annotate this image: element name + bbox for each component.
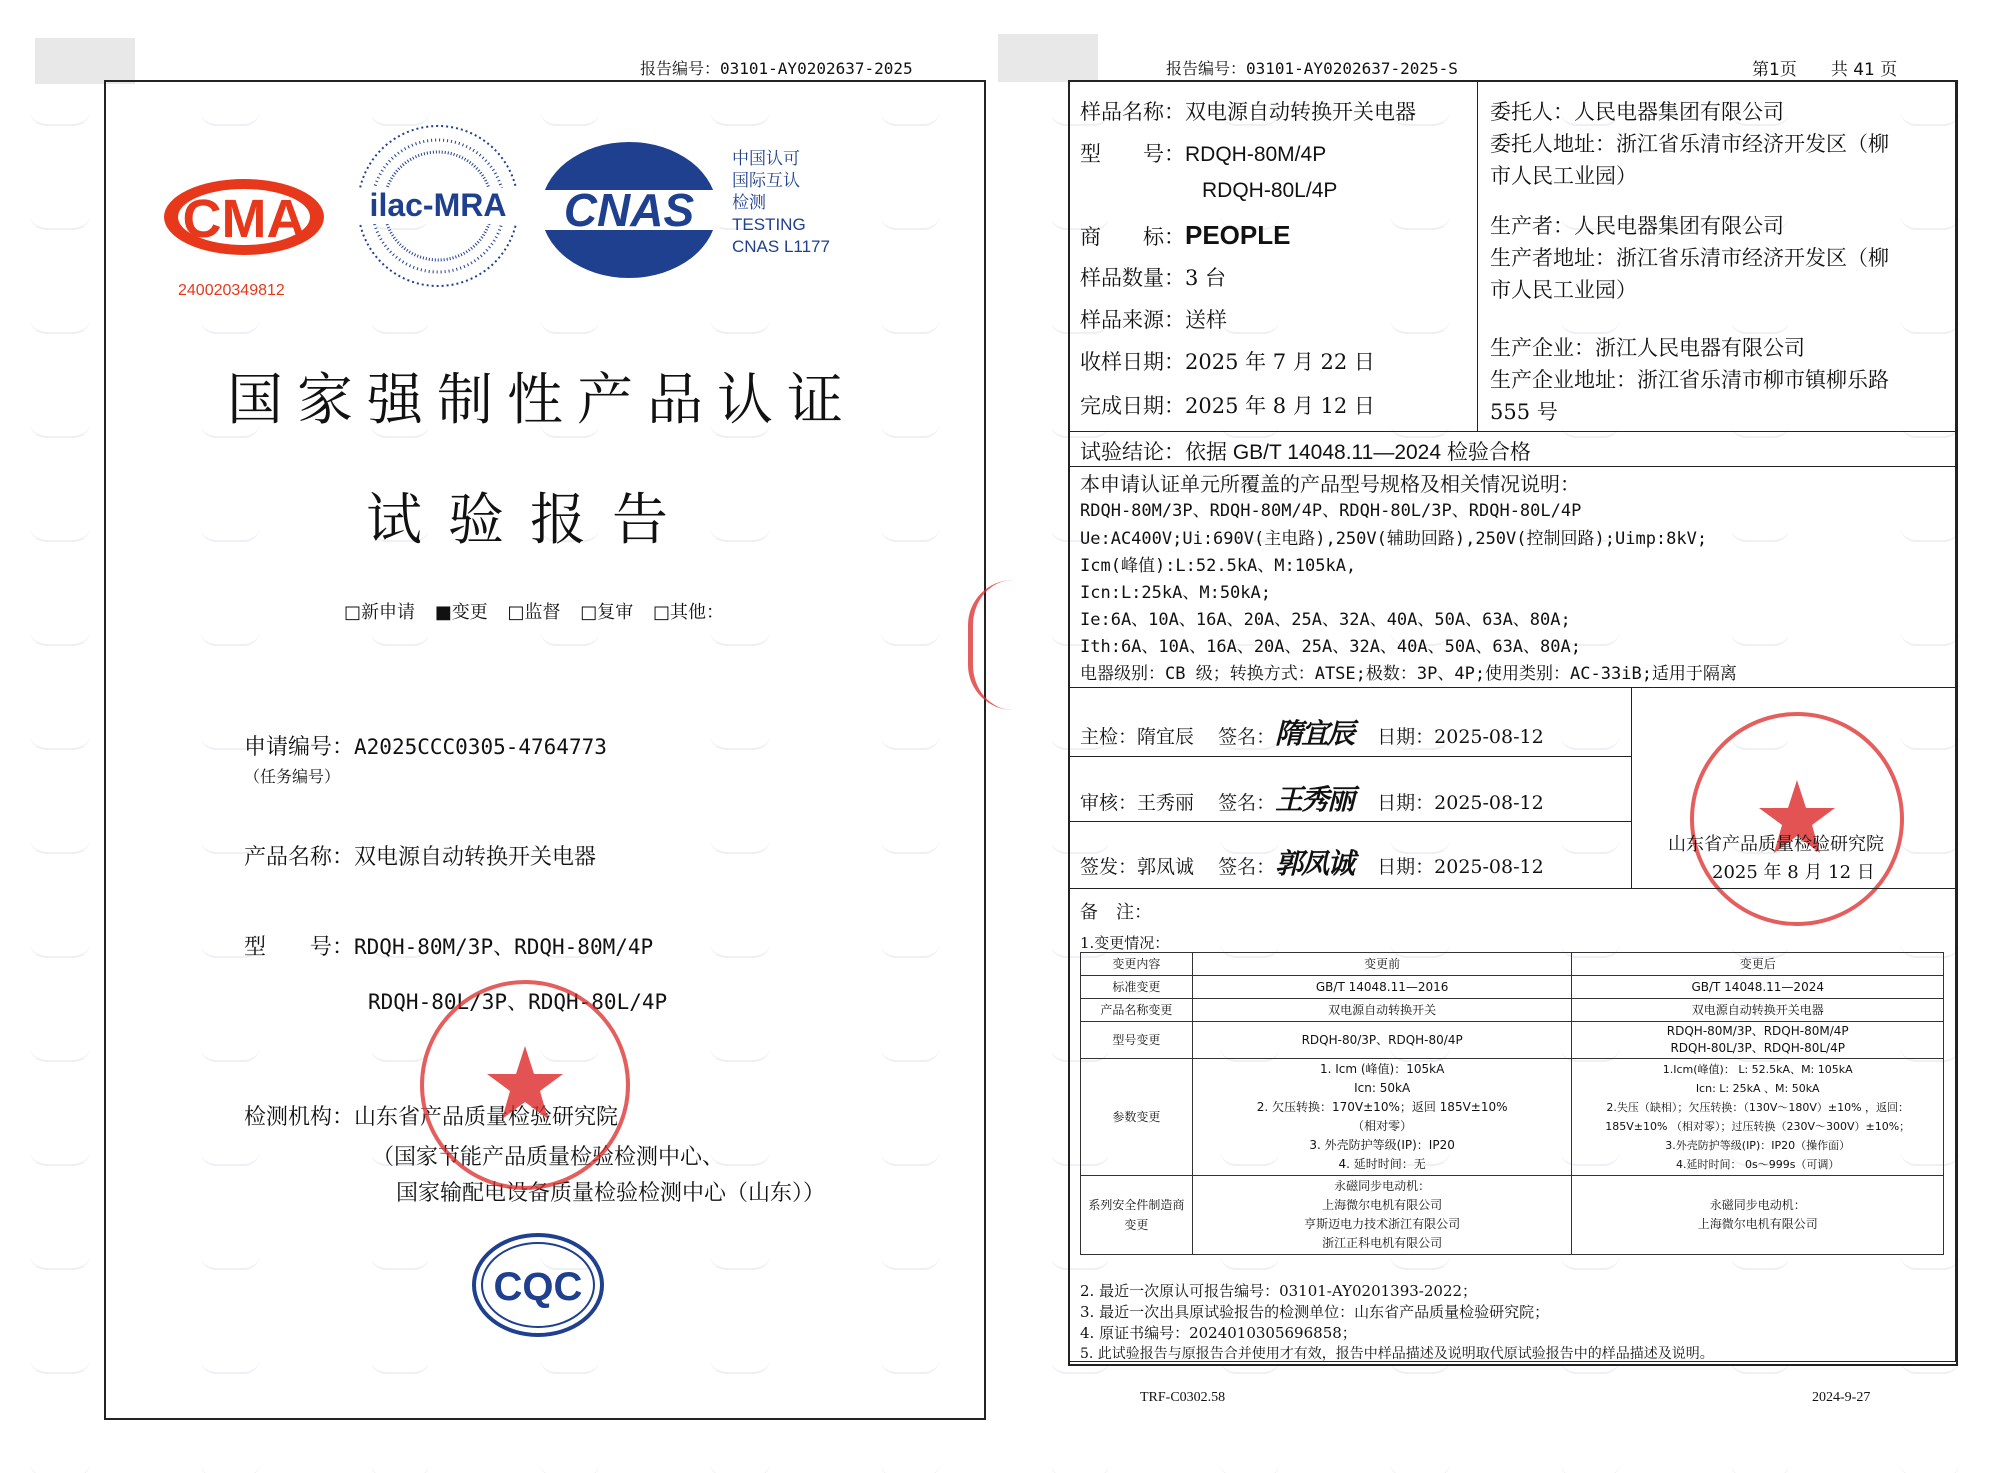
model-line-2-text: RDQH-80L/3P、RDQH-80L/4P bbox=[368, 990, 668, 1014]
table-row bbox=[1081, 999, 1944, 1022]
change-table bbox=[1080, 952, 1944, 1255]
check-other: □其他： bbox=[653, 602, 725, 623]
sig-label: 签名： bbox=[1218, 726, 1276, 748]
cell-line: 4.延时时间： 0s～999s（可调） bbox=[1675, 1158, 1840, 1171]
watermark-mark bbox=[30, 1358, 90, 1374]
table-cell bbox=[1192, 1176, 1572, 1255]
ilac-text: ilac-MRA bbox=[369, 187, 507, 223]
producer-address-2: 市人民工业园） bbox=[1490, 278, 1637, 302]
signature-row-reviewer bbox=[1080, 778, 1544, 818]
spec-line: Icm(峰值):L:52.5kA、M:105kA, bbox=[1080, 556, 1357, 576]
note-line: 2. 最近一次原认可报告编号：03101-AY0201393-2022； bbox=[1080, 1282, 1478, 1300]
check-change: ■变更 bbox=[434, 602, 488, 623]
client-address-2: 市人民工业园） bbox=[1490, 164, 1637, 188]
table-cell bbox=[1572, 1022, 1944, 1059]
r-model-1: RDQH-80M/4P bbox=[1185, 143, 1327, 166]
table-row bbox=[1081, 1176, 1944, 1255]
table-cell: GB/T 14048.11—2016 bbox=[1192, 976, 1572, 999]
watermark-mark bbox=[30, 734, 90, 750]
receive-date-row bbox=[1080, 346, 1375, 376]
done-label: 完成日期： bbox=[1080, 394, 1185, 418]
table-row bbox=[1081, 1022, 1944, 1059]
recv-label: 收样日期： bbox=[1080, 350, 1185, 374]
sig-label: 签名： bbox=[1218, 856, 1276, 878]
left-report-number: 报告编号：03101-AY0202637-2025 bbox=[640, 59, 913, 78]
cnas-text: CNAS bbox=[563, 184, 695, 236]
table-cell bbox=[1192, 1059, 1572, 1176]
handwritten-signature: 郭凤诚 bbox=[1275, 847, 1354, 880]
model-label: 型 号： bbox=[244, 935, 355, 960]
cell-line: 3.外壳防护等级(IP)：IP20（操作面） bbox=[1665, 1139, 1851, 1152]
sample-info-cell bbox=[1068, 80, 1478, 432]
cell-line: （相对零） bbox=[1352, 1119, 1413, 1133]
table-header-cell: 变更后 bbox=[1572, 953, 1944, 976]
client-address-1: 委托人地址：浙江省乐清市经济开发区（柳 bbox=[1490, 132, 1889, 156]
cell-line: Icn: 50kA bbox=[1354, 1081, 1411, 1095]
table-cell: 双电源自动转换开关 bbox=[1192, 999, 1572, 1022]
cell-line: 2.失压（缺相）；欠压转换：（130V～180V）±10% ，返回： bbox=[1606, 1101, 1910, 1114]
cell-line: 上海微尔电机有限公司 bbox=[1322, 1198, 1443, 1212]
source-value: 送样 bbox=[1185, 308, 1227, 332]
cqc-text: CQC bbox=[493, 1265, 583, 1309]
change-title: 1.变更情况： bbox=[1080, 934, 1170, 952]
footer-form-number: TRF-C0302.58 bbox=[1140, 1390, 1226, 1405]
sig-role: 主检：隋宜辰 bbox=[1080, 726, 1195, 748]
cell-line: 2. 欠压转换：170V±10%；返回 185V±10% bbox=[1256, 1100, 1508, 1114]
conclusion bbox=[1080, 436, 1531, 466]
right-report-number: 报告编号：03101-AY0202637-2025-S bbox=[1166, 59, 1458, 78]
sig-role: 签发：郭凤诚 bbox=[1080, 856, 1195, 878]
spec-line: 电器级别：CB 级；转换方式：ATSE;极数：3P、4P;使用类别：AC-33iB;适用于隔离 bbox=[1080, 664, 1737, 684]
check-supervise: □监督 bbox=[507, 602, 561, 623]
spec-line: Ue:AC400V;Ui:690V(主电路),250V(辅助回路),250V(控制回路);Uimp:8kV; bbox=[1080, 529, 1708, 549]
cell-line: 3. 外壳防护等级(IP)：IP20 bbox=[1309, 1138, 1455, 1152]
factory-address-1: 生产企业地址：浙江省乐清市柳市镇柳乐路 bbox=[1490, 368, 1889, 392]
source-label: 样品来源： bbox=[1080, 308, 1185, 332]
ilac-mra-logo bbox=[352, 120, 524, 292]
watermark-mark bbox=[880, 1462, 940, 1473]
product-name bbox=[244, 840, 596, 871]
watermark-mark bbox=[200, 1462, 260, 1473]
brand-value: PEOPLE bbox=[1185, 220, 1291, 250]
table-cell bbox=[1572, 1059, 1944, 1176]
product-label: 产品名称： bbox=[244, 845, 355, 870]
product-value: 双电源自动转换开关电器 bbox=[354, 845, 597, 870]
cnas-side-text bbox=[732, 148, 830, 258]
table-header-cell: 变更内容 bbox=[1081, 953, 1193, 976]
watermark-mark bbox=[30, 110, 90, 126]
lab-line-2: （国家节能产品质量检验检测中心、 bbox=[372, 1145, 725, 1170]
note-line: 5. 此试验报告与原报告合并使用才有效，报告中样品描述及说明取代原试验报告中的样品描述及说明。 bbox=[1080, 1346, 1714, 1362]
sig-date: 日期：2025-08-12 bbox=[1377, 726, 1544, 748]
model-2 bbox=[1202, 178, 1337, 203]
cnas-side-line: 中国认可 bbox=[732, 149, 800, 168]
cell-line: 永磁同步电动机： bbox=[1334, 1179, 1431, 1193]
cell-line: 永磁同步电动机： bbox=[1709, 1198, 1806, 1212]
qty-value: 3 台 bbox=[1185, 266, 1227, 290]
sig-date: 日期：2025-08-12 bbox=[1377, 856, 1544, 878]
complete-date-row bbox=[1080, 390, 1375, 420]
table-cell: GB/T 14048.11—2024 bbox=[1572, 976, 1944, 999]
cell-line: 1.Icm(峰值)： L: 52.5kA、M: 105kA bbox=[1662, 1063, 1853, 1076]
table-cell: 型号变更 bbox=[1081, 1022, 1193, 1059]
lab-line-3: 国家输配电设备质量检验检测中心（山东）） bbox=[396, 1181, 826, 1206]
cell-line: RDQH-80M/3P、RDQH-80M/4P bbox=[1666, 1024, 1849, 1038]
table-row bbox=[1081, 1059, 1944, 1176]
model-field bbox=[244, 930, 653, 961]
lab-line-1: 山东省产品质量检验研究院 bbox=[354, 1105, 619, 1130]
watermark-mark bbox=[1560, 1462, 1620, 1473]
qty-label: 样品数量： bbox=[1080, 266, 1185, 290]
cnas-side-line: 国际互认 bbox=[732, 171, 800, 190]
footer-form-date: 2024-9-27 bbox=[1812, 1390, 1871, 1405]
remarks-label: 备 注： bbox=[1080, 902, 1152, 923]
factory-address-2: 555 号 bbox=[1490, 400, 1558, 424]
signature-row-inspector bbox=[1080, 712, 1544, 752]
conclusion-value: 依据 GB/T 14048.11—2024 检验合格 bbox=[1185, 441, 1531, 464]
stamp-date-text: 2025 年 8 月 12 日 bbox=[1712, 862, 1875, 883]
table-cell: RDQH-80/3P、RDQH-80/4P bbox=[1192, 1022, 1572, 1059]
cell-line: Icn: L: 25kA 、M: 50kA bbox=[1695, 1082, 1820, 1095]
table-row bbox=[1081, 976, 1944, 999]
watermark-mark bbox=[30, 630, 90, 646]
cell-line: 185V±10% （相对零）；过压转换（230V～300V）±10%； bbox=[1605, 1120, 1911, 1133]
sig-role: 审核：王秀丽 bbox=[1080, 792, 1195, 814]
spec-line: Icn:L:25kA、M:50kA; bbox=[1080, 583, 1271, 603]
watermark-mark bbox=[30, 1150, 90, 1166]
table-cell: 参数变更 bbox=[1081, 1059, 1193, 1176]
table-cell: 标准变更 bbox=[1081, 976, 1193, 999]
brand-label: 商 标： bbox=[1080, 225, 1185, 249]
spec-line: RDQH-80M/3P、RDQH-80M/4P、RDQH-80L/3P、RDQH-80L/4P bbox=[1080, 501, 1582, 521]
sig-label: 签名： bbox=[1218, 792, 1276, 814]
conclusion-label: 试验结论： bbox=[1080, 440, 1185, 464]
lab-label: 检测机构： bbox=[244, 1105, 355, 1130]
r-model-label: 型 号： bbox=[1080, 142, 1185, 166]
left-title-main: 国家强制性产品认证 bbox=[227, 368, 857, 433]
cma-logo bbox=[160, 175, 328, 275]
cell-line: 1. Icm (峰值)：105kA bbox=[1319, 1062, 1445, 1076]
sig-date: 日期：2025-08-12 bbox=[1377, 792, 1544, 814]
cnas-side-line: TESTING bbox=[732, 215, 806, 234]
watermark-mark bbox=[1730, 1462, 1790, 1473]
check-new: □新申请 bbox=[344, 602, 416, 623]
cell-line: 浙江正科电机有限公司 bbox=[1322, 1236, 1443, 1250]
redaction-box-right bbox=[998, 34, 1098, 82]
cqc-logo bbox=[470, 1230, 606, 1340]
watermark-mark bbox=[30, 942, 90, 958]
model-line-1: RDQH-80M/3P、RDQH-80M/4P bbox=[354, 935, 654, 959]
table-cell bbox=[1572, 1176, 1944, 1255]
watermark-mark bbox=[30, 214, 90, 230]
handwritten-signature: 隋宜辰 bbox=[1275, 717, 1354, 750]
redaction-box-left bbox=[35, 38, 135, 84]
left-title-sub: 试验报告 bbox=[366, 488, 694, 553]
producer-address-1: 生产者地址：浙江省乐清市经济开发区（柳 bbox=[1490, 246, 1889, 270]
watermark-mark bbox=[370, 1462, 430, 1473]
cnas-side-line: CNAS L1177 bbox=[732, 237, 830, 256]
table-cell: 产品名称变更 bbox=[1081, 999, 1193, 1022]
cell-line: 4. 延时时间：无 bbox=[1338, 1157, 1426, 1171]
cell-line: 上海微尔电机有限公司 bbox=[1697, 1217, 1818, 1231]
table-header-row bbox=[1081, 953, 1944, 976]
table-cell: 系列安全件制造商变更 bbox=[1081, 1176, 1193, 1255]
qty-row bbox=[1080, 262, 1226, 292]
r-model-2: RDQH-80L/4P bbox=[1202, 179, 1338, 202]
cnas-logo bbox=[538, 140, 720, 280]
watermark-mark bbox=[30, 1046, 90, 1062]
cnas-side-line: 检测 bbox=[732, 193, 766, 212]
watermark-mark bbox=[540, 1462, 600, 1473]
brand-row bbox=[1080, 220, 1290, 251]
application-type-checks bbox=[344, 598, 738, 624]
cma-text: CMA bbox=[182, 189, 306, 249]
right-page-number: 第1页 共 41 页 bbox=[1752, 60, 1898, 80]
watermark-mark bbox=[1220, 1462, 1280, 1473]
watermark-mark bbox=[710, 1462, 770, 1473]
table-header-cell: 变更前 bbox=[1192, 953, 1572, 976]
sample-name: 样品名称：双电源自动转换开关电器 bbox=[1080, 100, 1416, 124]
cell-line: 亨斯迈电力技术浙江有限公司 bbox=[1304, 1217, 1461, 1231]
note-line: 4. 原证书编号：2024010305696858； bbox=[1080, 1324, 1357, 1342]
source-row bbox=[1080, 304, 1227, 334]
note-line: 3. 最近一次出具原试验报告的检测单位：山东省产品质量检验研究院； bbox=[1080, 1303, 1550, 1321]
watermark-mark bbox=[30, 1462, 90, 1473]
cma-number: 240020349812 bbox=[178, 282, 285, 299]
left-official-stamp bbox=[420, 980, 630, 1190]
stamp-org-text: 山东省产品质量检验研究院 bbox=[1668, 834, 1884, 855]
task-number-label: （任务编号） bbox=[244, 767, 341, 786]
watermark-mark bbox=[1390, 1462, 1450, 1473]
application-number bbox=[244, 730, 607, 761]
signature-row-issuer bbox=[1080, 842, 1544, 882]
recv-value: 2025 年 7 月 22 日 bbox=[1185, 350, 1375, 374]
producer: 生产者：人民电器集团有限公司 bbox=[1490, 214, 1784, 238]
app-no-label: 申请编号： bbox=[244, 735, 355, 760]
done-value: 2025 年 8 月 12 日 bbox=[1185, 394, 1375, 418]
watermark-mark bbox=[30, 318, 90, 334]
spec-title: 本申请认证单元所覆盖的产品型号规格及相关情况说明： bbox=[1080, 472, 1580, 496]
client: 委托人：人民电器集团有限公司 bbox=[1490, 100, 1784, 124]
cell-line: RDQH-80L/3P、RDQH-80L/4P bbox=[1670, 1041, 1845, 1055]
watermark-mark bbox=[30, 1254, 90, 1270]
factory: 生产企业：浙江人民电器有限公司 bbox=[1490, 336, 1805, 360]
model-row bbox=[1080, 138, 1326, 168]
app-no-value: A2025CCC0305-4764773 bbox=[354, 735, 607, 759]
spec-line: Ith:6A、10A、16A、20A、25A、32A、40A、50A、63A、80A; bbox=[1080, 637, 1581, 657]
spec-line: Ie:6A、10A、16A、20A、25A、32A、40A、50A、63A、80A; bbox=[1080, 610, 1571, 630]
watermark-mark bbox=[30, 838, 90, 854]
watermark-mark bbox=[1050, 1462, 1110, 1473]
table-cell: 双电源自动转换开关电器 bbox=[1572, 999, 1944, 1022]
watermark-mark bbox=[1900, 1462, 1960, 1473]
check-review: □复审 bbox=[580, 602, 634, 623]
handwritten-signature: 王秀丽 bbox=[1275, 783, 1354, 816]
